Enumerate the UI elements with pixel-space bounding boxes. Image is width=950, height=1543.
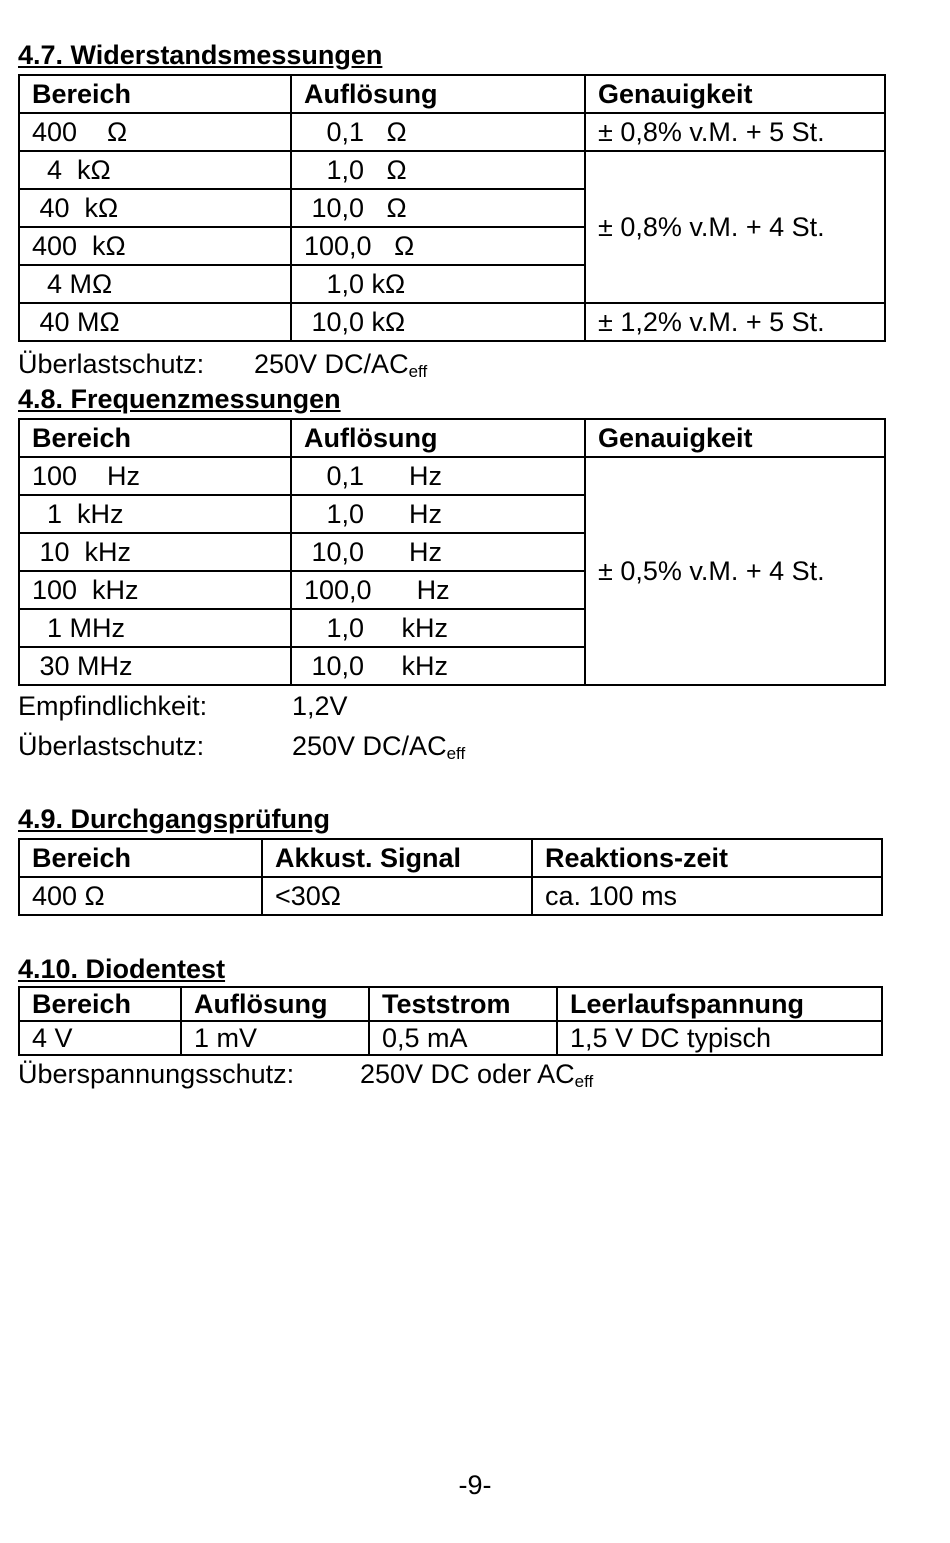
note-label: Überspannungsschutz:: [18, 1059, 295, 1089]
note-value: 250V DC oder AC: [360, 1059, 575, 1089]
table-header-row: [19, 419, 885, 457]
header-cell: Reaktions-zeit: [532, 839, 882, 877]
range-cell: 100 kHz: [19, 571, 291, 609]
accuracy-cell: ± 0,8% v.M. + 5 St.: [585, 113, 885, 151]
accuracy-cell: ± 0,8% v.M. + 4 St.: [585, 151, 885, 303]
range-cell: 4 kΩ: [19, 151, 291, 189]
open-circuit-voltage-cell: 1,5 V DC typisch: [557, 1021, 882, 1055]
document-page: [18, 38, 888, 1092]
signal-cell: <30Ω: [262, 877, 532, 915]
table-row: [19, 1021, 882, 1055]
note-label: Empfindlichkeit:: [18, 691, 208, 721]
range-cell: 4 MΩ: [19, 265, 291, 303]
section-heading-continuity: 4.9. Durchgangsprüfung: [18, 804, 331, 834]
range-cell: 30 MHz: [19, 647, 291, 685]
section-heading-frequency: 4.8. Frequenzmessungen: [18, 384, 341, 414]
test-current-cell: 0,5 mA: [369, 1021, 557, 1055]
resolution-cell: 1,0 Hz: [291, 495, 585, 533]
table-row: [19, 457, 885, 495]
sensitivity-note: [18, 686, 888, 726]
range-cell: 1 kHz: [19, 495, 291, 533]
range-cell: 400 Ω: [19, 113, 291, 151]
diode-table: [18, 986, 883, 1056]
range-cell: 1 MHz: [19, 609, 291, 647]
table-header-row: [19, 839, 882, 877]
resolution-cell: 1,0 Ω: [291, 151, 585, 189]
range-cell: 10 kHz: [19, 533, 291, 571]
overload-protection-note: [18, 342, 888, 381]
resolution-cell: 1,0 kHz: [291, 609, 585, 647]
note-label: Überlastschutz:: [18, 349, 205, 379]
header-cell: Bereich: [19, 419, 291, 457]
range-cell: 40 kΩ: [19, 189, 291, 227]
accuracy-cell: ± 0,5% v.M. + 4 St.: [585, 457, 885, 685]
note-value: 250V DC/AC: [292, 731, 447, 761]
note-value: 250V DC/AC: [254, 349, 409, 379]
resolution-cell: 100,0 Ω: [291, 227, 585, 265]
header-cell: Auflösung: [291, 419, 585, 457]
note-subscript: eff: [408, 362, 428, 381]
header-cell: Akkust. Signal: [262, 839, 532, 877]
header-cell: Auflösung: [291, 75, 585, 113]
resolution-cell: 10,0 Ω: [291, 189, 585, 227]
header-cell: Leerlaufspannung: [557, 987, 882, 1021]
resolution-cell: 0,1 Hz: [291, 457, 585, 495]
table-header-row: [19, 75, 885, 113]
range-cell: 400 kΩ: [19, 227, 291, 265]
resolution-cell: 0,1 Ω: [291, 113, 585, 151]
header-cell: Auflösung: [181, 987, 369, 1021]
header-cell: Bereich: [19, 839, 262, 877]
header-cell: Teststrom: [369, 987, 557, 1021]
header-cell: Genauigkeit: [585, 419, 885, 457]
range-cell: 4 V: [19, 1021, 181, 1055]
note-value: 1,2V: [292, 691, 348, 721]
continuity-table: [18, 838, 883, 916]
header-cell: Genauigkeit: [585, 75, 885, 113]
note-subscript: eff: [446, 744, 466, 763]
page-number: -9-: [458, 1470, 492, 1500]
overload-protection-note: [18, 726, 888, 766]
accuracy-cell: ± 1,2% v.M. + 5 St.: [585, 303, 885, 341]
resolution-cell: 10,0 Hz: [291, 533, 585, 571]
range-cell: 100 Hz: [19, 457, 291, 495]
frequency-table: [18, 418, 886, 686]
table-row: [19, 877, 882, 915]
header-cell: Bereich: [19, 987, 181, 1021]
range-cell: 400 Ω: [19, 877, 262, 915]
resolution-cell: 100,0 Hz: [291, 571, 585, 609]
table-row: [19, 151, 885, 189]
resolution-cell: 1 mV: [181, 1021, 369, 1055]
resolution-cell: 1,0 kΩ: [291, 265, 585, 303]
range-cell: 40 MΩ: [19, 303, 291, 341]
table-header-row: [19, 987, 882, 1021]
section-heading-resistance: 4.7. Widerstandsmessungen: [18, 40, 383, 70]
resolution-cell: 10,0 kΩ: [291, 303, 585, 341]
table-row: [19, 113, 885, 151]
overvoltage-protection-note: [18, 1056, 888, 1092]
resolution-cell: 10,0 kHz: [291, 647, 585, 685]
reaction-time-cell: ca. 100 ms: [532, 877, 882, 915]
resistance-table: [18, 74, 886, 342]
note-label: Überlastschutz:: [18, 731, 205, 761]
table-row: [19, 303, 885, 341]
note-subscript: eff: [574, 1072, 594, 1091]
header-cell: Bereich: [19, 75, 291, 113]
section-heading-diode: 4.10. Diodentest: [18, 954, 226, 984]
